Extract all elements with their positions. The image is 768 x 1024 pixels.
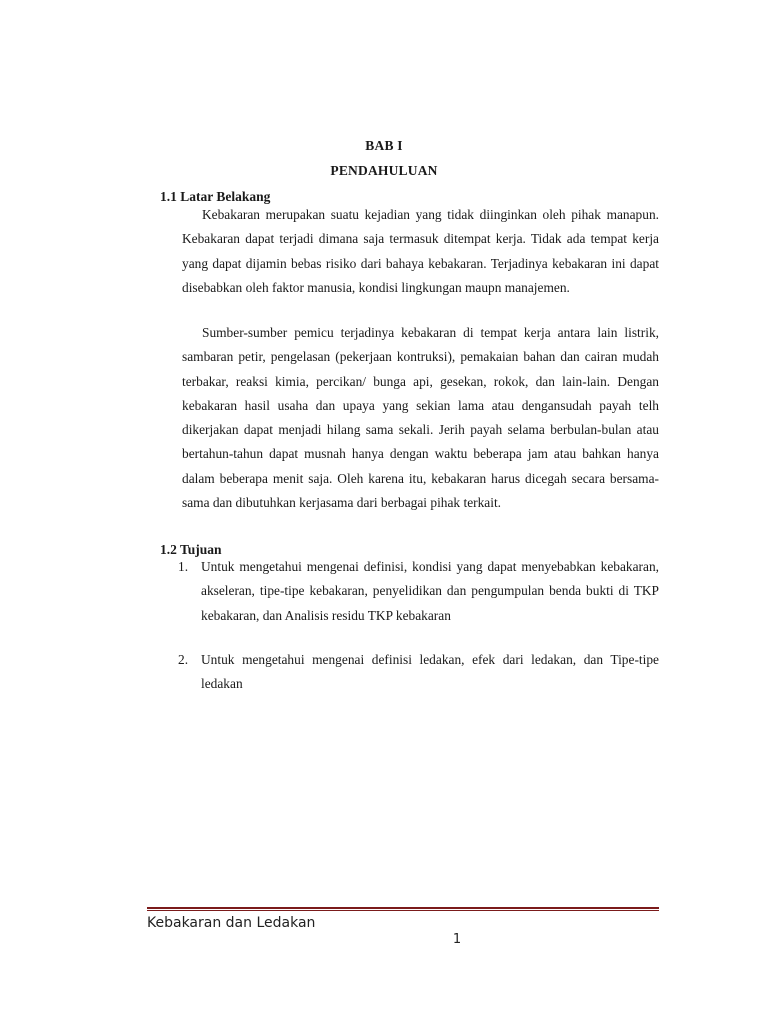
- section-heading-latar-belakang: 1.1 Latar Belakang: [160, 189, 271, 204]
- footer-divider: [147, 907, 659, 911]
- list-text: Untuk mengetahui mengenai definisi, kondisi yang dapat menyebabkan kebakaran, akseleran, tipe-tipe kebakaran, penyelidikan dan pengumpulan benda bukti di TKP kebakaran, dan Analisis residu TKP kebakaran: [201, 559, 659, 623]
- section-heading-tujuan: 1.2 Tujuan: [160, 542, 222, 557]
- list-number: 2.: [178, 652, 189, 667]
- paragraph-1: [182, 203, 659, 300]
- paragraph-1-text: Kebakaran merupakan suatu kejadian yang tidak diinginkan oleh pihak manapun. Kebakaran dapat terjadi dimana saja termasuk ditempat kerja. Tidak ada tempat kerja yang dapat dijamin bebas risiko dari bahaya kebakaran. Terjadinya kebakaran ini dapat disebabkan oleh faktor manusia, kondisi lingkungan maupn manajemen.: [182, 207, 659, 295]
- chapter-title: PENDAHULUAN: [330, 163, 438, 178]
- list-text: Untuk mengetahui mengenai definisi ledakan, efek dari ledakan, dan Tipe-tipe ledakan: [201, 652, 659, 692]
- chapter-label: BAB I: [365, 138, 403, 153]
- paragraph-2-text: Sumber-sumber pemicu terjadinya kebakaran di tempat kerja antara lain listrik, sambaran petir, pengelasan (pekerjaan kontruksi), pemakaian bahan dan cairan mudah terbakar, reaksi kimia, percikan/ bunga api, gesekan, rokok, dan lain-lain. Dengan kebakaran hasil usaha dan upaya yang sekian lama atau dengansudah payah telh dikerjakan dapat menjadi hilang sama sekali. Jerih payah selama berbulan-bulan atau bertahun-tahun dapat musnah hanya dengan waktu beberapa jam atau bahkan hanya dalam beberapa menit saja. Oleh karena itu, kebakaran harus dicegah secara bersama-sama dan dibutuhkan kerjasama dari berbagai pihak terkait.: [182, 325, 659, 511]
- paragraph-2: [182, 321, 659, 515]
- footer-title: Kebakaran dan Ledakan: [147, 915, 316, 931]
- list-item: [178, 555, 659, 628]
- list-item: [178, 648, 659, 697]
- page-number: 1: [452, 932, 462, 947]
- list-number: 1.: [178, 559, 189, 574]
